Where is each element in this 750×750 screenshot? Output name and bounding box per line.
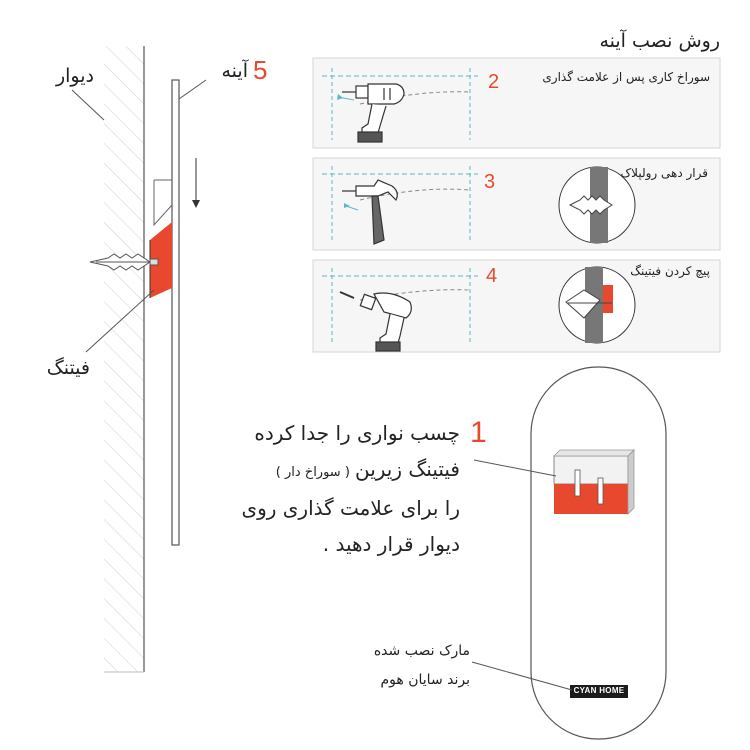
fitting-detail-circle [559, 267, 635, 343]
brand-plate-label: CYAN HOME [573, 686, 625, 695]
step-number-tape: 1 [470, 416, 487, 449]
step-hammer-text: قرار دهی رولپلاک [620, 166, 708, 180]
step-number-hammer: 3 [484, 171, 496, 193]
mirror-label: آینه [221, 60, 248, 82]
wall-label: دیوار [55, 65, 94, 87]
step-number-mirror: 5 [253, 55, 268, 85]
brand-note-line-2: برند سایان هوم [380, 672, 470, 688]
step-screw-text: پیچ کردن فیتینگ [630, 264, 710, 278]
instruction-line-4: دیوار قرار دهید . [322, 532, 460, 556]
mirror-oval [531, 367, 666, 739]
mirror-label-leader [179, 80, 206, 99]
upper-bracket [154, 180, 172, 225]
wall-plug [90, 254, 158, 270]
wall-section [104, 46, 144, 672]
instruction-line-2-paren: ( سوراخ دار ) [275, 465, 350, 480]
step-number-screw: 4 [486, 265, 498, 287]
step-drill-text: سوراخ کاری پس از علامت گذاری [542, 70, 710, 84]
down-arrow [192, 158, 200, 208]
mirror-section [172, 80, 179, 545]
instruction-line-2-text: فیتینگ زیرین [354, 457, 460, 481]
fitting-label: فیتنگ [46, 357, 90, 379]
page-title: روش نصب آینه [599, 30, 720, 52]
instruction-line-3: را برای علامت گذاری روی [241, 496, 460, 520]
instruction-line-2 [210, 457, 460, 481]
brand-note-line-1: مارک نصب شده [373, 643, 470, 659]
instruction-line-1: چسب نواری را جدا کرده [254, 421, 460, 445]
wall-label-leader [72, 90, 104, 120]
step-number-drill: 2 [488, 71, 500, 93]
